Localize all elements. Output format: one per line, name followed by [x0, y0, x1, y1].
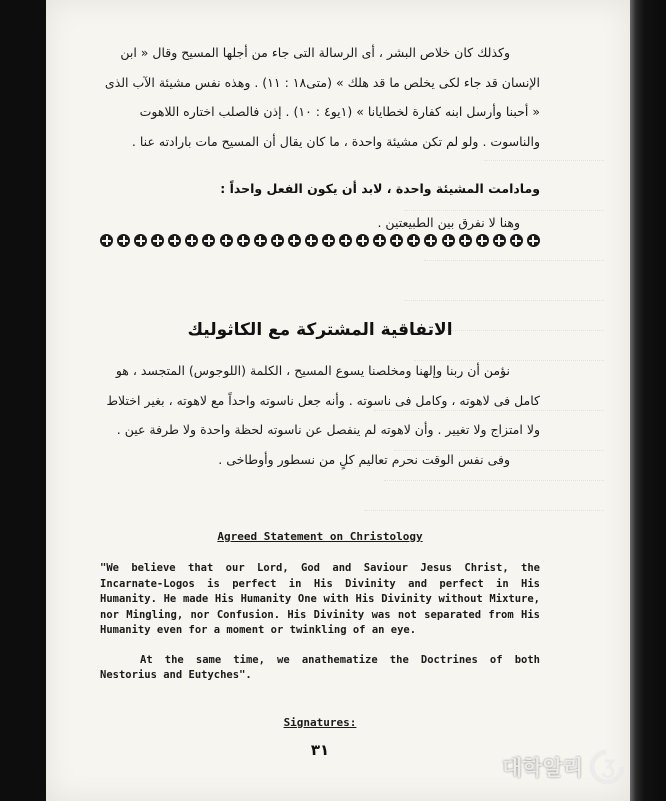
coptic-cross-icon — [185, 234, 198, 247]
coptic-cross-icon — [493, 234, 506, 247]
coptic-cross-icon — [407, 234, 420, 247]
coptic-cross-icon — [476, 234, 489, 247]
coptic-cross-icon — [168, 234, 181, 247]
coptic-cross-icon — [339, 234, 352, 247]
arabic-statement — [100, 356, 540, 474]
coptic-cross-icon — [220, 234, 233, 247]
english-anathema-paragraph: At the same time, we anathematize the Doctrines of both Nestorius and Eutyches". — [100, 653, 540, 681]
g3-logo-icon — [587, 747, 627, 787]
watermark-text: 대학알리 — [502, 756, 584, 780]
coptic-cross-icon — [424, 234, 437, 247]
arabic-line: وهنا لا نفرق بين الطبيعتين . — [377, 215, 520, 230]
coptic-cross-icon — [305, 234, 318, 247]
coptic-cross-icon — [134, 234, 147, 247]
coptic-cross-icon — [151, 234, 164, 247]
arabic-paragraph-top — [100, 38, 540, 156]
page-number: ٣١ — [310, 741, 330, 759]
coptic-cross-icon — [442, 234, 455, 247]
english-section-heading: Agreed Statement on Christology — [217, 530, 423, 543]
arabic-text: وكذلك كان خلاص البشر ، أى الرسالة التى جاء من أجلها المسيح وقال « ابن الإنسان قد جاء لكى يخلص ما قد هلك » (متى١٨ : ١١) . وهذه نفس مشيئة الآب الذى « أحبنا وأرسل ابنه كفارة لخطايانا » (١يو٤ : ١٠) . إذن فالصلب اختاره اللاهوت والناسوت . ولو لم تكن مشيئة واحدة ، ما كان يقال أن المسيح مات بارادته عنا . — [104, 45, 540, 149]
arabic-statement-paragraph: نؤمن أن ربنا وإلهنا ومخلصنا يسوع المسيح ، الكلمة (اللوجوس) المتجسد ، هو كامل فى لاهوته ، وكامل فى ناسوته . وأنه جعل ناسوته واحداً مع لاهوته ، بغير اختلاط ولا امتزاج ولا تغيير . وأن لاهوته لم ينفصل عن ناسوته لحظة واحدة ولا طرفة عين . — [106, 363, 540, 437]
coptic-cross-icon — [288, 234, 301, 247]
coptic-cross-icon — [373, 234, 386, 247]
coptic-cross-icon — [390, 234, 403, 247]
coptic-cross-icon — [459, 234, 472, 247]
arabic-anathema-paragraph: وفى نفس الوقت نحرم تعاليم كلٍ من نسطور وأوطاخى . — [218, 451, 510, 467]
watermark — [502, 742, 662, 792]
coptic-cross-icon — [237, 234, 250, 247]
arabic-bold-line: ومادامت المشيئة واحدة ، لابد أن يكون الفعل واحداً : — [220, 181, 540, 196]
coptic-cross-icon — [100, 234, 113, 247]
coptic-cross-icon — [271, 234, 284, 247]
coptic-cross-icon — [254, 234, 267, 247]
english-statement — [100, 561, 540, 698]
coptic-cross-icon — [510, 234, 523, 247]
coptic-cross-icon — [356, 234, 369, 247]
coptic-cross-icon — [202, 234, 215, 247]
coptic-cross-icon — [117, 234, 130, 247]
arabic-section-heading: الاتفاقية المشتركة مع الكاثوليك — [187, 320, 453, 340]
signatures-heading: Signatures: — [283, 716, 357, 729]
coptic-cross-icon — [322, 234, 335, 247]
cross-ornament-row — [100, 234, 540, 247]
english-statement-paragraph: "We believe that our Lord, God and Saviour Jesus Christ, the Incarnate-Logos is perfect in His Divinity and perfect in His Humanity. He made His Humanity One with His Divinity without Mixture, nor Mingling, nor Confusion. His Divinity was not separated from His Humanity even for a moment or twinkling of an eye. — [100, 562, 540, 636]
coptic-cross-icon — [527, 234, 540, 247]
page-edge-shadow — [630, 0, 666, 801]
